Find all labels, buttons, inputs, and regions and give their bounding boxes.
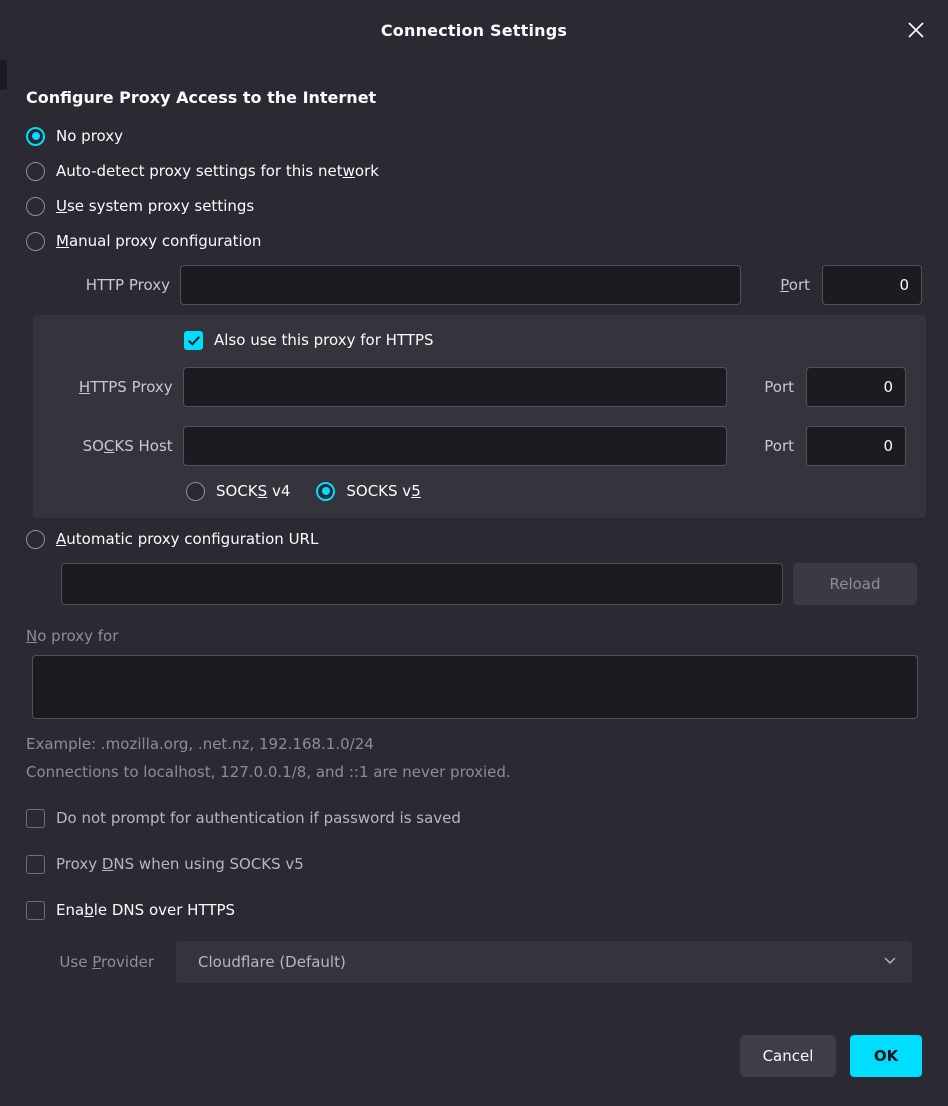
radio-system-proxy[interactable] — [26, 195, 922, 217]
socks-version-group — [53, 480, 906, 502]
radio-label: SOCKS v5 — [346, 482, 421, 500]
radio-no-proxy[interactable] — [26, 125, 922, 147]
radio-automatic-pac-url[interactable] — [26, 528, 922, 550]
no-proxy-for-label: No proxy for — [26, 627, 119, 645]
https-proxy-label: HTTPS Proxy — [78, 378, 173, 396]
http-proxy-row — [26, 265, 922, 305]
http-port-input[interactable] — [822, 265, 922, 305]
checkbox-indicator — [26, 855, 45, 874]
doh-provider-label: Use Provider — [59, 953, 154, 971]
radio-indicator — [26, 162, 45, 181]
radio-indicator — [26, 530, 45, 549]
socks-host-label: SOCKS Host — [82, 437, 173, 455]
checkbox-label: Do not prompt for authentication if password is saved — [56, 809, 461, 827]
page-title: Configure Proxy Access to the Internet — [26, 88, 377, 107]
radio-socks-v4[interactable] — [186, 480, 290, 502]
https-port-input[interactable] — [806, 367, 906, 407]
radio-indicator — [26, 197, 45, 216]
checkbox-no-auth-prompt[interactable] — [26, 807, 922, 829]
dialog-title: Connection Settings — [380, 20, 568, 40]
radio-manual-proxy[interactable] — [26, 230, 922, 252]
no-proxy-note: Connections to localhost, 127.0.0.1/8, and ::1 are never proxied. — [26, 763, 511, 781]
radio-label: Automatic proxy configuration URL — [56, 530, 319, 548]
manual-proxy-panel — [33, 315, 926, 518]
radio-indicator — [26, 127, 45, 146]
socks-host-input[interactable] — [183, 426, 727, 466]
no-proxy-for-input[interactable] — [32, 655, 918, 719]
ok-button[interactable]: OK — [850, 1035, 922, 1077]
https-port-label: Port — [764, 378, 794, 396]
radio-auto-detect-proxy[interactable] — [26, 160, 922, 182]
https-proxy-input[interactable] — [183, 367, 727, 407]
radio-indicator — [186, 482, 205, 501]
dialog-titlebar — [0, 0, 948, 60]
radio-label: Manual proxy configuration — [56, 232, 262, 250]
pac-url-row — [26, 563, 922, 605]
close-icon — [906, 20, 926, 40]
http-proxy-label: HTTP Proxy — [85, 276, 170, 294]
no-proxy-example: Example: .mozilla.org, .net.nz, 192.168.1.0/24 — [26, 735, 374, 753]
https-proxy-row — [53, 367, 906, 407]
doh-provider-row — [26, 941, 922, 983]
checkbox-indicator — [26, 901, 45, 920]
checkbox-label: Enable DNS over HTTPS — [56, 901, 236, 919]
checkbox-label: Also use this proxy for HTTPS — [214, 331, 434, 349]
close-button[interactable] — [896, 10, 936, 50]
dialog-footer — [0, 1020, 948, 1106]
checkbox-proxy-dns-socks5[interactable] — [26, 853, 922, 875]
checkbox-indicator — [184, 331, 203, 350]
dialog-content — [0, 60, 948, 1020]
radio-socks-v5[interactable] — [316, 480, 420, 502]
radio-label: SOCKS v4 — [216, 482, 291, 500]
checkbox-enable-doh[interactable] — [26, 899, 922, 921]
http-proxy-input[interactable] — [180, 265, 741, 305]
socks-port-label: Port — [764, 437, 794, 455]
http-port-label: Port — [780, 276, 810, 294]
radio-label: No proxy — [56, 127, 123, 145]
reload-button[interactable]: Reload — [793, 563, 917, 605]
radio-label: Auto-detect proxy settings for this network — [56, 162, 379, 180]
socks-host-row — [53, 426, 906, 466]
checkbox-indicator — [26, 809, 45, 828]
also-use-https-checkbox[interactable] — [53, 329, 906, 351]
doh-provider-value: Cloudflare (Default) — [198, 953, 346, 971]
radio-indicator — [316, 482, 335, 501]
radio-indicator — [26, 232, 45, 251]
pac-url-input[interactable] — [61, 563, 783, 605]
cancel-button[interactable]: Cancel — [740, 1035, 836, 1077]
radio-label: Use system proxy settings — [56, 197, 255, 215]
chevron-down-icon — [882, 952, 898, 972]
checkbox-label: Proxy DNS when using SOCKS v5 — [56, 855, 304, 873]
socks-port-input[interactable] — [806, 426, 906, 466]
additional-options — [26, 807, 922, 921]
doh-provider-select[interactable] — [176, 941, 912, 983]
